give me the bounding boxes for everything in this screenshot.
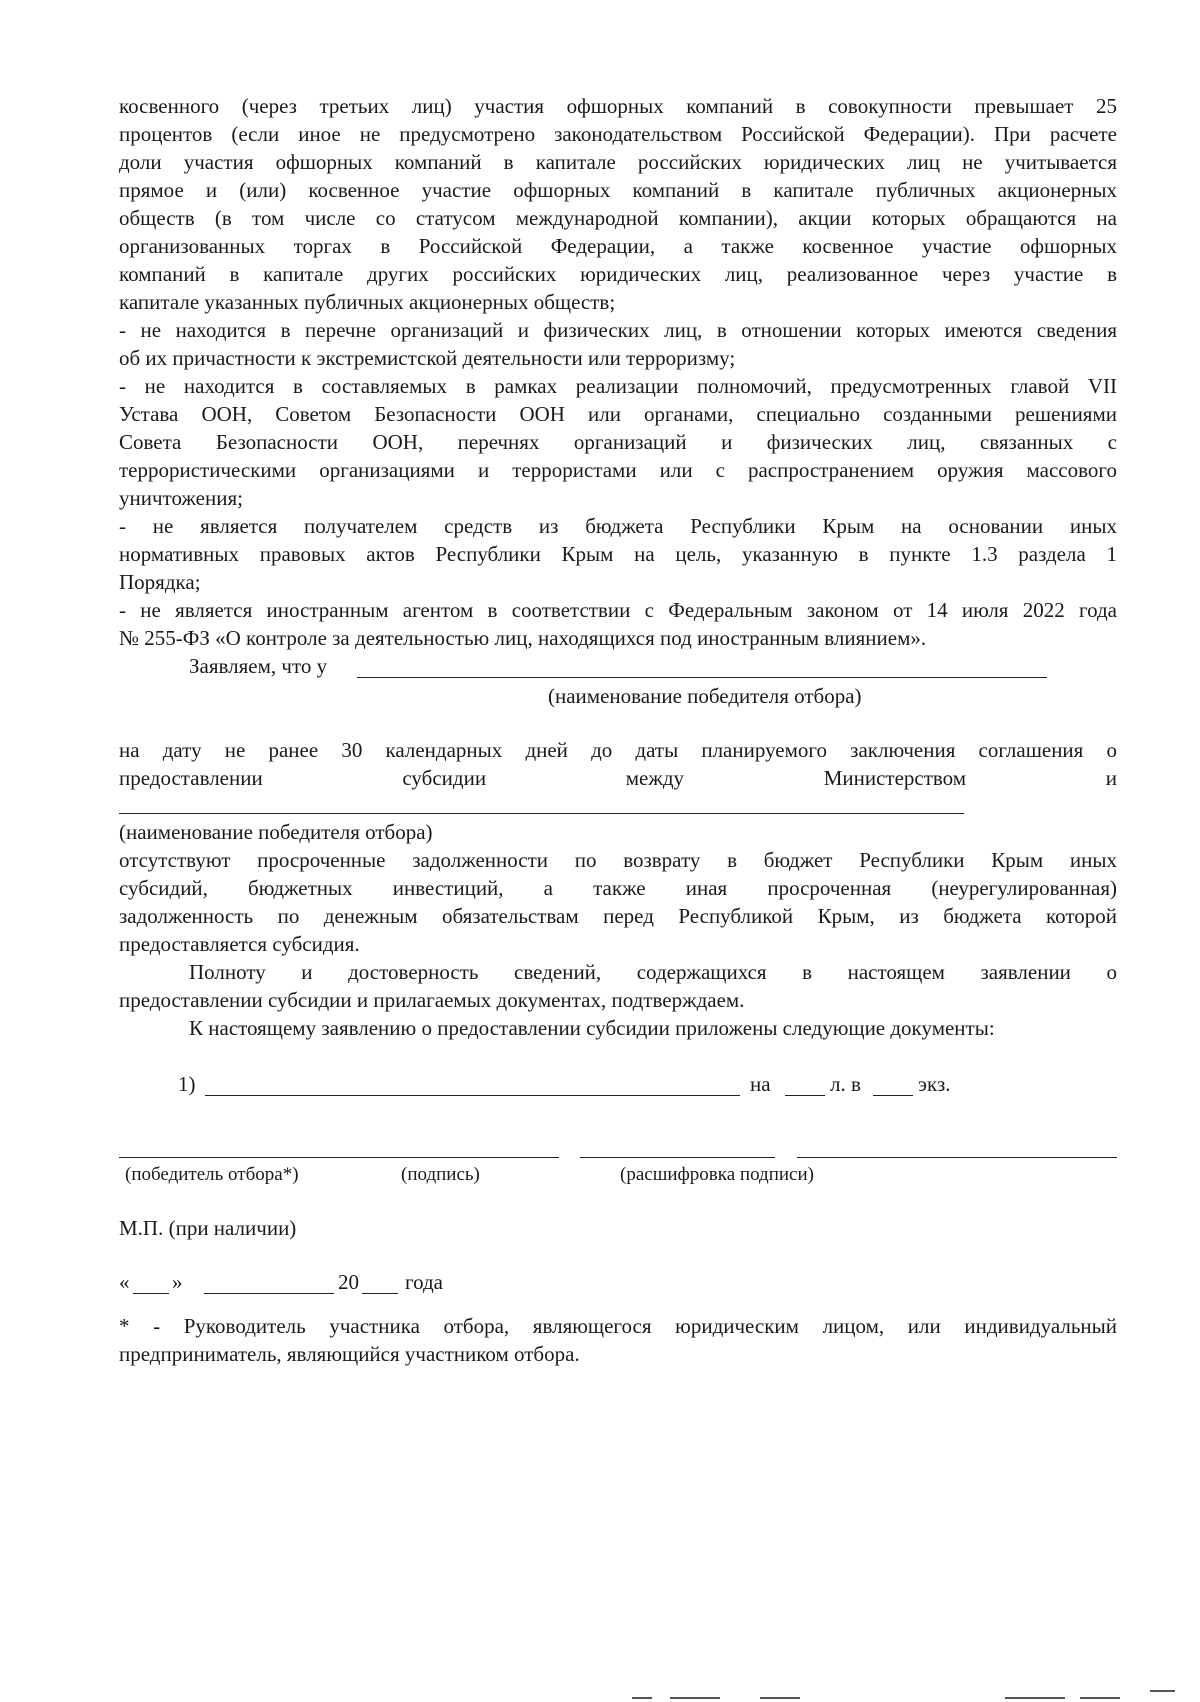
- text-line: об их причастности к экстремистской деятельности или терроризму;: [119, 346, 736, 370]
- scan-artifact: [1150, 1690, 1175, 1692]
- paragraph-budget: [119, 512, 1117, 596]
- winner-name-caption-2: (наименование победителя отбора): [119, 820, 433, 844]
- text-line: субсидий, бюджетных инвестиций, а также иная просроченная (неурегулированная): [119, 876, 1117, 900]
- text-line: предоставлении субсидии и прилагаемых документах, подтверждаем.: [119, 988, 745, 1012]
- winner-name-line-2[interactable]: [119, 813, 964, 814]
- paragraph-attachments: [119, 1014, 1117, 1042]
- text-line: - не находится в перечне организаций и физических лиц, в отношении которых имеются сведения: [119, 318, 1117, 342]
- scan-artifact: [1005, 1697, 1065, 1699]
- text-line: на дату не ранее 30 календарных дней до даты планируемого заключения соглашения о: [119, 738, 1117, 762]
- text-line: - не является получателем средств из бюджета Республики Крым на основании иных: [119, 514, 1117, 538]
- scan-artifact: [760, 1697, 800, 1699]
- month-line[interactable]: [204, 1293, 334, 1294]
- text-line: задолженность по денежным обязательствам перед Республикой Крым, из бюджета которой: [119, 904, 1117, 928]
- signature-caption: (подпись): [401, 1164, 480, 1185]
- stamp-label: М.П. (при наличии): [119, 1216, 297, 1240]
- text-line: косвенного (через третьих лиц) участия офшорных компаний в совокупности превышает 25: [119, 94, 1117, 118]
- attachment-on-label: на: [750, 1072, 771, 1096]
- attachment-number: 1): [178, 1072, 196, 1096]
- text-line: - не находится в составляемых в рамках реализации полномочий, предусмотренных главой VII: [119, 374, 1117, 398]
- paragraph-un-lists: [119, 372, 1117, 512]
- attachment-sheets-line[interactable]: [785, 1095, 825, 1096]
- text-line: Совета Безопасности ООН, перечнях организаций и физических лиц, связанных с: [119, 430, 1117, 454]
- text-line: уничтожения;: [119, 486, 243, 510]
- paragraph-extremism: [119, 316, 1117, 372]
- paragraph-confirm: [119, 958, 1117, 1014]
- text-line: капитале указанных публичных акционерных обществ;: [119, 290, 616, 314]
- text-line: организованных торгах в Российской Федерации, а также косвенное участие офшорных: [119, 234, 1117, 258]
- attachment-copies-line[interactable]: [873, 1095, 913, 1096]
- attachment-sheets-label: л. в: [830, 1072, 861, 1096]
- day-line[interactable]: [133, 1293, 169, 1294]
- text-line: - не является иностранным агентом в соответствии с Федеральным законом от 14 июля 2022 года: [119, 598, 1117, 622]
- footnote: [119, 1312, 1117, 1368]
- year-prefix: 20: [338, 1270, 359, 1294]
- signature-decode-line[interactable]: [797, 1157, 1117, 1158]
- text-line: Устава ООН, Советом Безопасности ООН или органами, специально созданными решениями: [119, 402, 1117, 426]
- scan-artifact: [1080, 1697, 1120, 1699]
- winner-caption: (победитель отбора*): [125, 1164, 299, 1185]
- year-suffix: года: [405, 1270, 443, 1294]
- signature-decode-caption: (расшифровка подписи): [620, 1164, 814, 1185]
- text-line: Полноту и достоверность сведений, содержащихся в настоящем заявлении о: [189, 960, 1117, 984]
- text-line: прямое и (или) косвенное участие офшорных компаний в капитале публичных акционерных: [119, 178, 1117, 202]
- paragraph-date: [119, 736, 1117, 792]
- text-line: предоставлении субсидии между Министерством и: [119, 766, 1117, 790]
- scan-artifact: [632, 1697, 652, 1699]
- signature-line[interactable]: [580, 1157, 775, 1158]
- text-line: предприниматель, являющийся участником отбора.: [119, 1342, 580, 1366]
- winner-name-caption: (наименование победителя отбора): [548, 684, 862, 708]
- paragraph-offshore: [119, 92, 1117, 316]
- paragraph-debt: [119, 846, 1117, 958]
- attachment-copies-label: экз.: [918, 1072, 951, 1096]
- text-line: * - Руководитель участника отбора, являющегося юридическим лицом, или индивидуальный: [119, 1314, 1117, 1338]
- year-line[interactable]: [362, 1293, 398, 1294]
- text-line: компаний в капитале других российских юридических лиц, реализованное через участие в: [119, 262, 1117, 286]
- text-line: Порядка;: [119, 570, 201, 594]
- scan-artifact: [670, 1697, 720, 1699]
- text-line: отсутствуют просроченные задолженности по возврату в бюджет Республики Крым иных: [119, 848, 1117, 872]
- date-open-quote: «: [119, 1270, 130, 1294]
- date-close-quote: »: [172, 1270, 183, 1294]
- text-line: К настоящему заявлению о предоставлении субсидии приложены следующие документы:: [189, 1016, 995, 1040]
- paragraph-foreign-agent: [119, 596, 1117, 652]
- text-line: нормативных правовых актов Республики Крым на цель, указанную в пункте 1.3 раздела 1: [119, 542, 1117, 566]
- text-line: террористическими организациями и террористами или с распространением оружия массового: [119, 458, 1117, 482]
- winner-name-line[interactable]: [357, 677, 1047, 678]
- text-line: предоставляется субсидия.: [119, 932, 360, 956]
- declare-prefix: Заявляем, что у: [189, 654, 328, 678]
- text-line: доли участия офшорных компаний в капитале российских юридических лиц не учитывается: [119, 150, 1117, 174]
- text-line: обществ (в том числе со статусом международной компании), акции которых обращаются на: [119, 206, 1117, 230]
- text-line: № 255-ФЗ «О контроле за деятельностью лиц, находящихся под иностранным влиянием».: [119, 626, 927, 650]
- winner-signature-line[interactable]: [119, 1157, 559, 1158]
- text-line: процентов (если иное не предусмотрено законодательством Российской Федерации). При расчете: [119, 122, 1117, 146]
- attachment-name-line[interactable]: [205, 1095, 740, 1096]
